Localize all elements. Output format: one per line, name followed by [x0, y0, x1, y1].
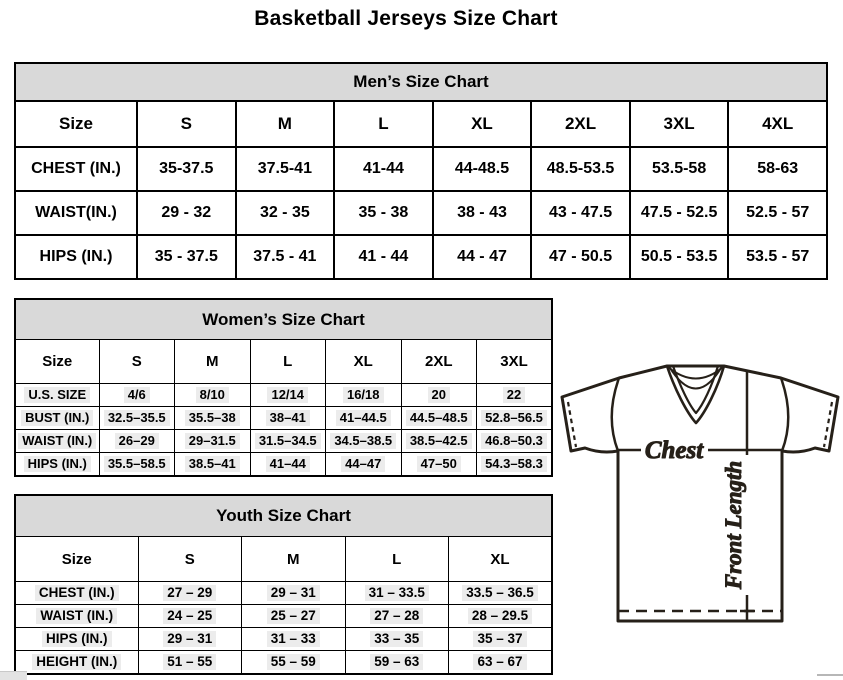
table-cell: 35 - 37.5: [137, 235, 236, 279]
jersey-measurement-diagram: [557, 362, 843, 628]
chart-title: Men’s Size Chart: [15, 63, 827, 101]
table-cell: 29–31.5: [175, 430, 251, 453]
table-cell: 47 - 50.5: [531, 235, 630, 279]
table-cell: 29 – 31: [138, 628, 242, 651]
row-label: CHEST (IN.): [15, 147, 137, 191]
table-cell: 16/18: [326, 384, 402, 407]
table-row: [15, 235, 827, 279]
table-cell: 35 – 37: [449, 628, 553, 651]
table-row: [15, 453, 552, 477]
row-label: HIPS (IN.): [15, 235, 137, 279]
jersey-outline: [562, 366, 838, 621]
table-cell: 4/6: [99, 384, 175, 407]
table-cell: 41 - 44: [334, 235, 433, 279]
table-cell: 44.5–48.5: [401, 407, 477, 430]
table-cell: 53.5-58: [630, 147, 729, 191]
table-cell: 58-63: [728, 147, 827, 191]
table-cell: 31 – 33.5: [345, 582, 449, 605]
row-label: WAIST (IN.): [15, 430, 99, 453]
table-cell: 29 - 32: [137, 191, 236, 235]
column-header: XL: [449, 537, 553, 582]
table-cell: 43 - 47.5: [531, 191, 630, 235]
column-header: L: [250, 340, 326, 384]
table-cell: 29 – 31: [242, 582, 346, 605]
table-cell: 32 - 35: [236, 191, 335, 235]
table-cell: 27 – 29: [138, 582, 242, 605]
table-cell: 55 – 59: [242, 651, 346, 675]
youth-size-chart-table: [14, 494, 553, 675]
row-label: U.S. SIZE: [15, 384, 99, 407]
column-header: S: [137, 101, 236, 147]
row-label: HEIGHT (IN.): [15, 651, 138, 675]
column-header: XL: [433, 101, 532, 147]
table-cell: 52.5 - 57: [728, 191, 827, 235]
table-cell: 46.8–50.3: [477, 430, 553, 453]
front-length-label: Front Length: [721, 460, 746, 590]
table-cell: 27 – 28: [345, 605, 449, 628]
table-cell: 31.5–34.5: [250, 430, 326, 453]
table-row: [15, 582, 552, 605]
table-row: [15, 430, 552, 453]
column-header: M: [175, 340, 251, 384]
table-cell: 37.5 - 41: [236, 235, 335, 279]
page-title: Basketball Jerseys Size Chart: [254, 7, 558, 30]
table-row: [15, 384, 552, 407]
column-header: M: [236, 101, 335, 147]
table-row: [15, 605, 552, 628]
chest-label: Chest: [644, 437, 704, 464]
table-cell: 41–44: [250, 453, 326, 477]
table-cell: 47–50: [401, 453, 477, 477]
column-header: 2XL: [531, 101, 630, 147]
column-header: L: [345, 537, 449, 582]
chart-title: Youth Size Chart: [15, 495, 552, 537]
table-cell: 28 – 29.5: [449, 605, 553, 628]
column-header: 4XL: [728, 101, 827, 147]
column-header: Size: [15, 537, 138, 582]
table-cell: 24 – 25: [138, 605, 242, 628]
table-cell: 8/10: [175, 384, 251, 407]
chart-title-row: [15, 63, 827, 101]
table-cell: 35-37.5: [137, 147, 236, 191]
column-header-row: [15, 537, 552, 582]
table-cell: 35 - 38: [334, 191, 433, 235]
table-row: [15, 628, 552, 651]
table-cell: 33 – 35: [345, 628, 449, 651]
table-row: [15, 191, 827, 235]
table-cell: 12/14: [250, 384, 326, 407]
table-cell: 44 - 47: [433, 235, 532, 279]
table-cell: 52.8–56.5: [477, 407, 553, 430]
table-cell: 44–47: [326, 453, 402, 477]
table-cell: 25 – 27: [242, 605, 346, 628]
table-row: [15, 147, 827, 191]
table-cell: 44-48.5: [433, 147, 532, 191]
table-cell: 32.5–35.5: [99, 407, 175, 430]
row-label: CHEST (IN.): [15, 582, 138, 605]
table-cell: 50.5 - 53.5: [630, 235, 729, 279]
chart-title: Women’s Size Chart: [15, 299, 552, 340]
table-cell: 63 – 67: [449, 651, 553, 675]
row-label: WAIST(IN.): [15, 191, 137, 235]
table-cell: 37.5-41: [236, 147, 335, 191]
table-cell: 51 – 55: [138, 651, 242, 675]
table-cell: 35.5–58.5: [99, 453, 175, 477]
table-row: [15, 651, 552, 675]
womens-size-chart-table: [14, 298, 553, 477]
table-cell: 20: [401, 384, 477, 407]
table-cell: 38 - 43: [433, 191, 532, 235]
chart-title-row: [15, 495, 552, 537]
table-cell: 41–44.5: [326, 407, 402, 430]
column-header: L: [334, 101, 433, 147]
table-cell: 34.5–38.5: [326, 430, 402, 453]
column-header: S: [138, 537, 242, 582]
row-label: WAIST (IN.): [15, 605, 138, 628]
column-header: 3XL: [477, 340, 553, 384]
table-cell: 53.5 - 57: [728, 235, 827, 279]
column-header: Size: [15, 340, 99, 384]
table-cell: 48.5-53.5: [531, 147, 630, 191]
chart-title-row: [15, 299, 552, 340]
table-cell: 31 – 33: [242, 628, 346, 651]
column-header-row: [15, 101, 827, 147]
column-header: 3XL: [630, 101, 729, 147]
row-label: BUST (IN.): [15, 407, 99, 430]
column-header: Size: [15, 101, 137, 147]
table-cell: 26–29: [99, 430, 175, 453]
column-header: M: [242, 537, 346, 582]
table-cell: 38.5–41: [175, 453, 251, 477]
row-label: HIPS (IN.): [15, 453, 99, 477]
column-header-row: [15, 340, 552, 384]
column-header: S: [99, 340, 175, 384]
edge-artifact-right: [817, 674, 843, 676]
table-cell: 47.5 - 52.5: [630, 191, 729, 235]
table-cell: 38–41: [250, 407, 326, 430]
table-cell: 38.5–42.5: [401, 430, 477, 453]
table-cell: 54.3–58.3: [477, 453, 553, 477]
table-cell: 22: [477, 384, 553, 407]
table-cell: 59 – 63: [345, 651, 449, 675]
table-cell: 41-44: [334, 147, 433, 191]
column-header: 2XL: [401, 340, 477, 384]
table-cell: 35.5–38: [175, 407, 251, 430]
table-cell: 33.5 – 36.5: [449, 582, 553, 605]
column-header: XL: [326, 340, 402, 384]
mens-size-chart-table: [14, 62, 828, 280]
table-row: [15, 407, 552, 430]
row-label: HIPS (IN.): [15, 628, 138, 651]
